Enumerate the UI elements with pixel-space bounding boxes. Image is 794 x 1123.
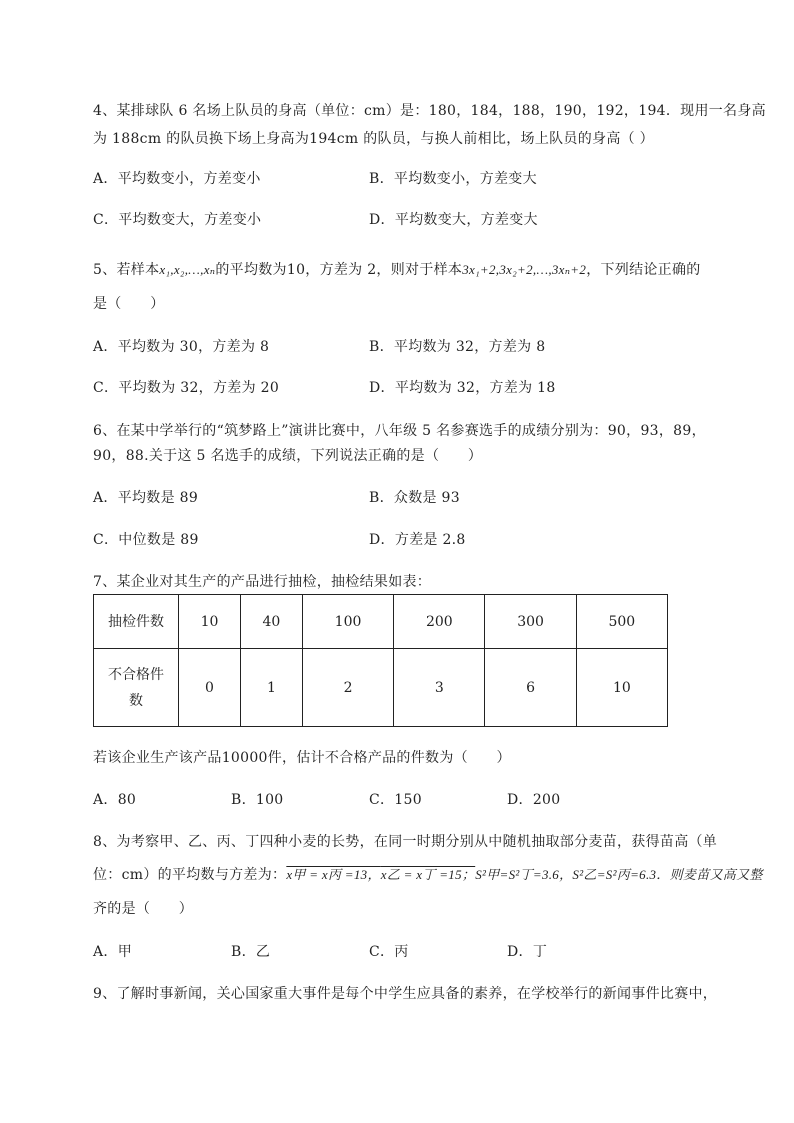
q5-stem-line1 (93, 259, 701, 279)
q5-option-b: B．平均数为 32，方差为 8 (369, 339, 546, 355)
q6-option-b: B．众数是 93 (369, 490, 460, 506)
q5-prefix: 5、若样本 (93, 262, 160, 278)
table-cell: 200 (394, 595, 485, 649)
q8-stem-line3: 齐的是（ ） (93, 901, 194, 917)
q7-option-d: D．200 (507, 792, 561, 808)
q8-option-a: A．甲 (93, 944, 133, 960)
q6-option-c: C．中位数是 89 (93, 532, 199, 548)
table-row (94, 649, 668, 727)
table-cell: 10 (576, 649, 667, 727)
q6-option-a: A．平均数是 89 (93, 490, 199, 506)
q7-option-c: C．150 (369, 792, 422, 808)
table-cell: 0 (179, 649, 241, 727)
q5-option-d: D．平均数为 32，方差为 18 (369, 380, 556, 396)
table-cell: 1 (240, 649, 302, 727)
q7-stem-line1: 7、某企业对其生产的产品进行抽检，抽检结果如表： (93, 574, 432, 590)
q8-option-d: D．丁 (507, 944, 548, 960)
table-row-header-part2: 数 (129, 692, 143, 709)
table-cell: 10 (179, 595, 241, 649)
q7-option-b: B．100 (231, 792, 284, 808)
q5-sample-formula: x₁,x₂,…,xₙ (159, 262, 216, 277)
q5-option-a: A．平均数为 30，方差为 8 (93, 339, 270, 355)
q4-option-c: C．平均数变大，方差变小 (93, 212, 262, 228)
q8-variance-formula-2: S²乙=S²丙=6.3．则麦苗又高又整 (572, 867, 763, 882)
q8-option-c: C．丙 (369, 944, 409, 960)
table-row-header-part1: 不合格件 (108, 666, 164, 683)
q4-option-d: D．平均数变大，方差变大 (369, 212, 538, 228)
q8-line2-text: 位：cm）的平均数与方差为： (93, 867, 287, 883)
q6-stem-line1: 6、在某中学举行的“筑梦路上”演讲比赛中，八年级 5 名参赛选手的成绩分别为：90，93，89， (93, 423, 706, 439)
q4-option-b: B．平均数变小，方差变大 (369, 171, 537, 187)
q8-option-b: B．乙 (231, 944, 271, 960)
table-cell: 300 (485, 595, 576, 649)
q5-mid-text: 的平均数为10，方差为 2，则对于样本 (215, 262, 463, 278)
q8-stem-line2 (93, 864, 763, 884)
q5-suffix: ，下列结论正确的 (586, 262, 701, 278)
q6-stem-line2: 90，88.关于这 5 名选手的成绩，下列说法正确的是（ ） (93, 448, 483, 464)
table-cell: 100 (302, 595, 393, 649)
table-cell: 2 (302, 649, 393, 727)
table-row (94, 595, 668, 649)
q4-stem-line2: 为 188cm 的队员换下场上身高为194cm 的队员，与换人前相比，场上队员的身高（ ） (93, 131, 654, 147)
table-row-header (94, 649, 179, 727)
q4-stem-line1: 4、某排球队 6 名场上队员的身高（单位：cm）是：180，184，188，190，192，194．现用一名身高 (93, 103, 766, 119)
q8-variance-formula-1: S²甲=S²丁=3.6， (475, 867, 573, 882)
inspection-table (93, 594, 668, 727)
q5-transformed-sample-formula: 3x₁+2,3x₂+2,…,3xₙ+2 (462, 262, 587, 277)
q8-stem-line1: 8、为考察甲、乙、丙、丁四种小麦的长势，在同一时期分别从中随机抽取部分麦苗，获得苗高（单 (93, 834, 718, 850)
q5-stem-line2: 是（ ） (93, 296, 165, 312)
q9-stem-line1: 9、了解时事新闻，关心国家重大事件是每个中学生应具备的素养，在学校举行的新闻事件比赛中， (93, 986, 718, 1002)
q7-option-a: A．80 (93, 792, 137, 808)
q6-option-d: D．方差是 2.8 (369, 532, 466, 548)
q4-option-a: A．平均数变小，方差变小 (93, 171, 261, 187)
table-cell: 6 (485, 649, 576, 727)
q8-mean-formula-2: x乙 = x丁 =15； (380, 867, 476, 882)
table-cell: 500 (576, 595, 667, 649)
q8-mean-formula-1: x甲 = x丙 =13， (286, 867, 381, 882)
table-cell: 3 (394, 649, 485, 727)
table-row-header: 抽检件数 (94, 595, 179, 649)
q5-option-c: C．平均数为 32，方差为 20 (93, 380, 280, 396)
table-cell: 40 (240, 595, 302, 649)
q7-stem-line2: 若该企业生产该产品10000件，估计不合格产品的件数为（ ） (93, 750, 511, 766)
